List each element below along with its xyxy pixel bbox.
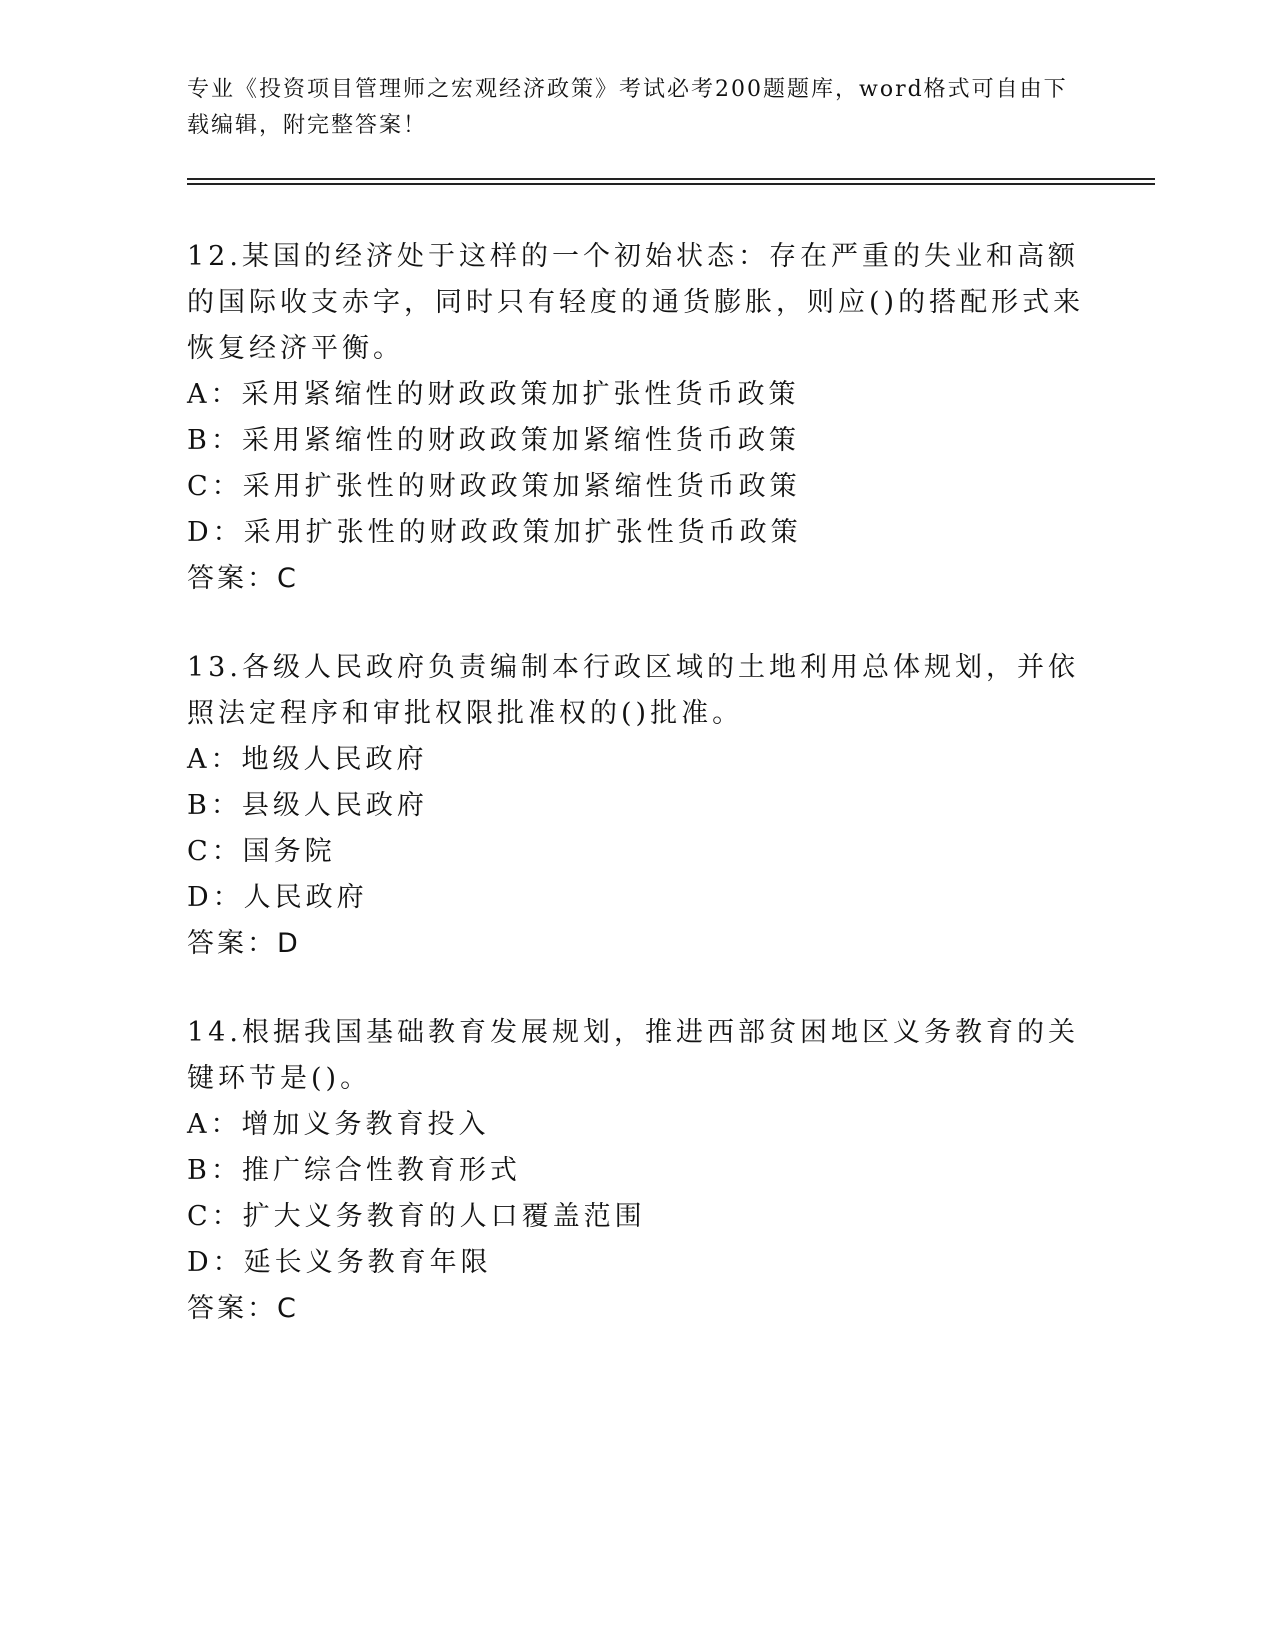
option-a: A：采用紧缩性的财政政策加扩张性货币政策: [187, 379, 800, 410]
question-14: [187, 1010, 1087, 1332]
option-c: C：扩大义务教育的人口覆盖范围: [187, 1201, 646, 1232]
option-c: C：采用扩张性的财政政策加紧缩性货币政策: [187, 471, 801, 502]
option-a: A：地级人民政府: [187, 744, 428, 775]
question-stem: 13.各级人民政府负责编制本行政区域的土地利用总体规划，并依照法定程序和审批权限批准权的()批准。: [187, 652, 1079, 729]
option-d: D：采用扩张性的财政政策加扩张性货币政策: [187, 517, 802, 548]
answer: 答案：D: [187, 928, 301, 959]
question-12: [187, 234, 1087, 602]
option-a: A：增加义务教育投入: [187, 1109, 490, 1140]
option-d: D：人民政府: [187, 882, 368, 913]
question-13: [187, 645, 1087, 967]
answer: 答案：C: [187, 1293, 299, 1324]
option-b: B：县级人民政府: [187, 790, 428, 821]
question-stem: 12.某国的经济处于这样的一个初始状态：存在严重的失业和高额的国际收支赤字，同时只有轻度的通货膨胀，则应()的搭配形式来恢复经济平衡。: [187, 241, 1085, 364]
document-header: 专业《投资项目管理师之宏观经济政策》考试必考200题题库，word格式可自由下载编辑，附完整答案！: [187, 77, 1068, 138]
question-stem: 14.根据我国基础教育发展规划，推进西部贫困地区义务教育的关键环节是()。: [187, 1017, 1079, 1094]
answer: 答案：C: [187, 563, 299, 594]
header-divider-bottom: [187, 183, 1155, 185]
option-c: C：国务院: [187, 836, 336, 867]
option-b: B：推广综合性教育形式: [187, 1155, 521, 1186]
option-d: D：延长义务教育年限: [187, 1247, 492, 1278]
header-divider-top: [187, 178, 1155, 180]
option-b: B：采用紧缩性的财政政策加紧缩性货币政策: [187, 425, 800, 456]
